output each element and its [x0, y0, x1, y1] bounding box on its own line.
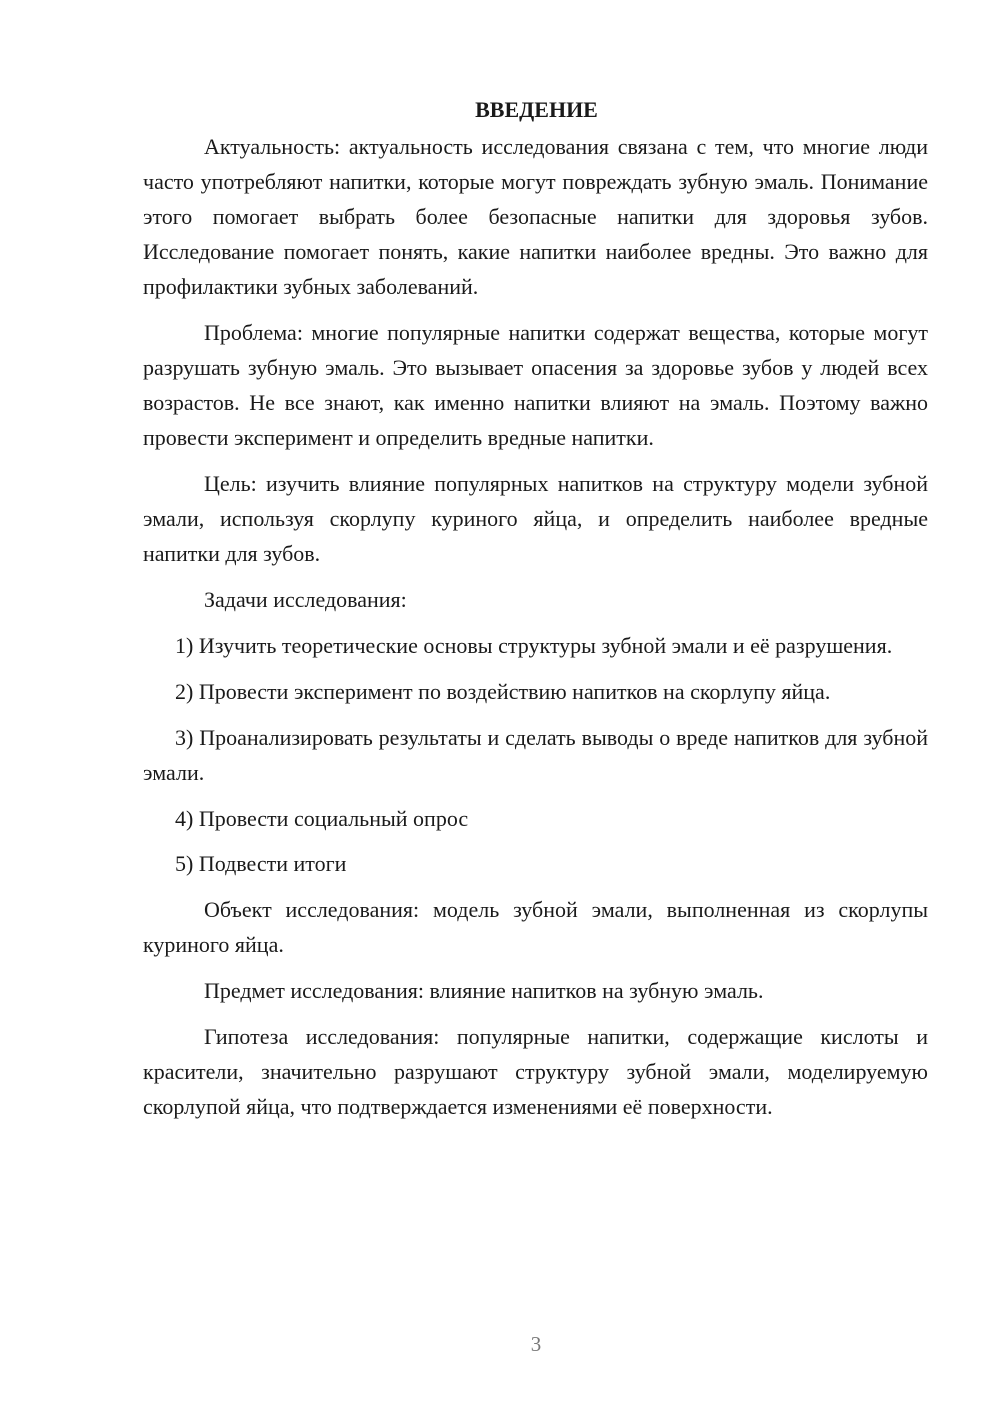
task-item-3: 3) Проанализировать результаты и сделать выводы о вреде напитков для зубной эмали. — [143, 725, 928, 785]
paragraph-hypothesis: Гипотеза исследования: популярные напитки, содержащие кислоты и красители, значительно разрушают структуру зубной эмали, моделируемую скорлупой яйца, что подтверждается изменениями её поверхности. — [143, 1024, 928, 1119]
task-item-4: 4) Провести социальный опрос — [175, 806, 469, 831]
paragraph-relevance: Актуальность: актуальность исследования связана с тем, что многие люди часто употребляют напитки, которые могут повреждать зубную эмаль. Понимание этого помогает выбрать более безопасные напитки для здоровья зубов. Исследование помогает понять, какие напитки наиболее вредны. Это важно для профилактики зубных заболеваний. — [143, 134, 928, 299]
paragraph-subject: Предмет исследования: влияние напитков на зубную эмаль. — [204, 978, 764, 1003]
task-item-2: 2) Провести эксперимент по воздействию напитков на скорлупу яйца. — [175, 679, 831, 704]
page-number: 3 — [530, 1332, 542, 1356]
section-title: ВВЕДЕНИЕ — [475, 97, 598, 122]
paragraph-problem: Проблема: многие популярные напитки содержат вещества, которые могут разрушать зубную эмаль. Это вызывает опасения за здоровье зубов у людей всех возрастов. Не все знают, как именно напитки влияют на эмаль. Поэтому важно провести эксперимент и определить вредные напитки. — [143, 320, 928, 450]
paragraph-goal: Цель: изучить влияние популярных напитков на структуру модели зубной эмали, используя скорлупу куриного яйца, и определить наиболее вредные напитки для зубов. — [143, 471, 928, 566]
tasks-heading: Задачи исследования: — [204, 587, 407, 612]
paragraph-object: Объект исследования: модель зубной эмали, выполненная из скорлупы куриного яйца. — [143, 897, 928, 957]
task-item-5: 5) Подвести итоги — [175, 851, 347, 876]
task-item-1: 1) Изучить теоретические основы структуры зубной эмали и её разрушения. — [175, 633, 893, 658]
document-page — [143, 92, 928, 1124]
